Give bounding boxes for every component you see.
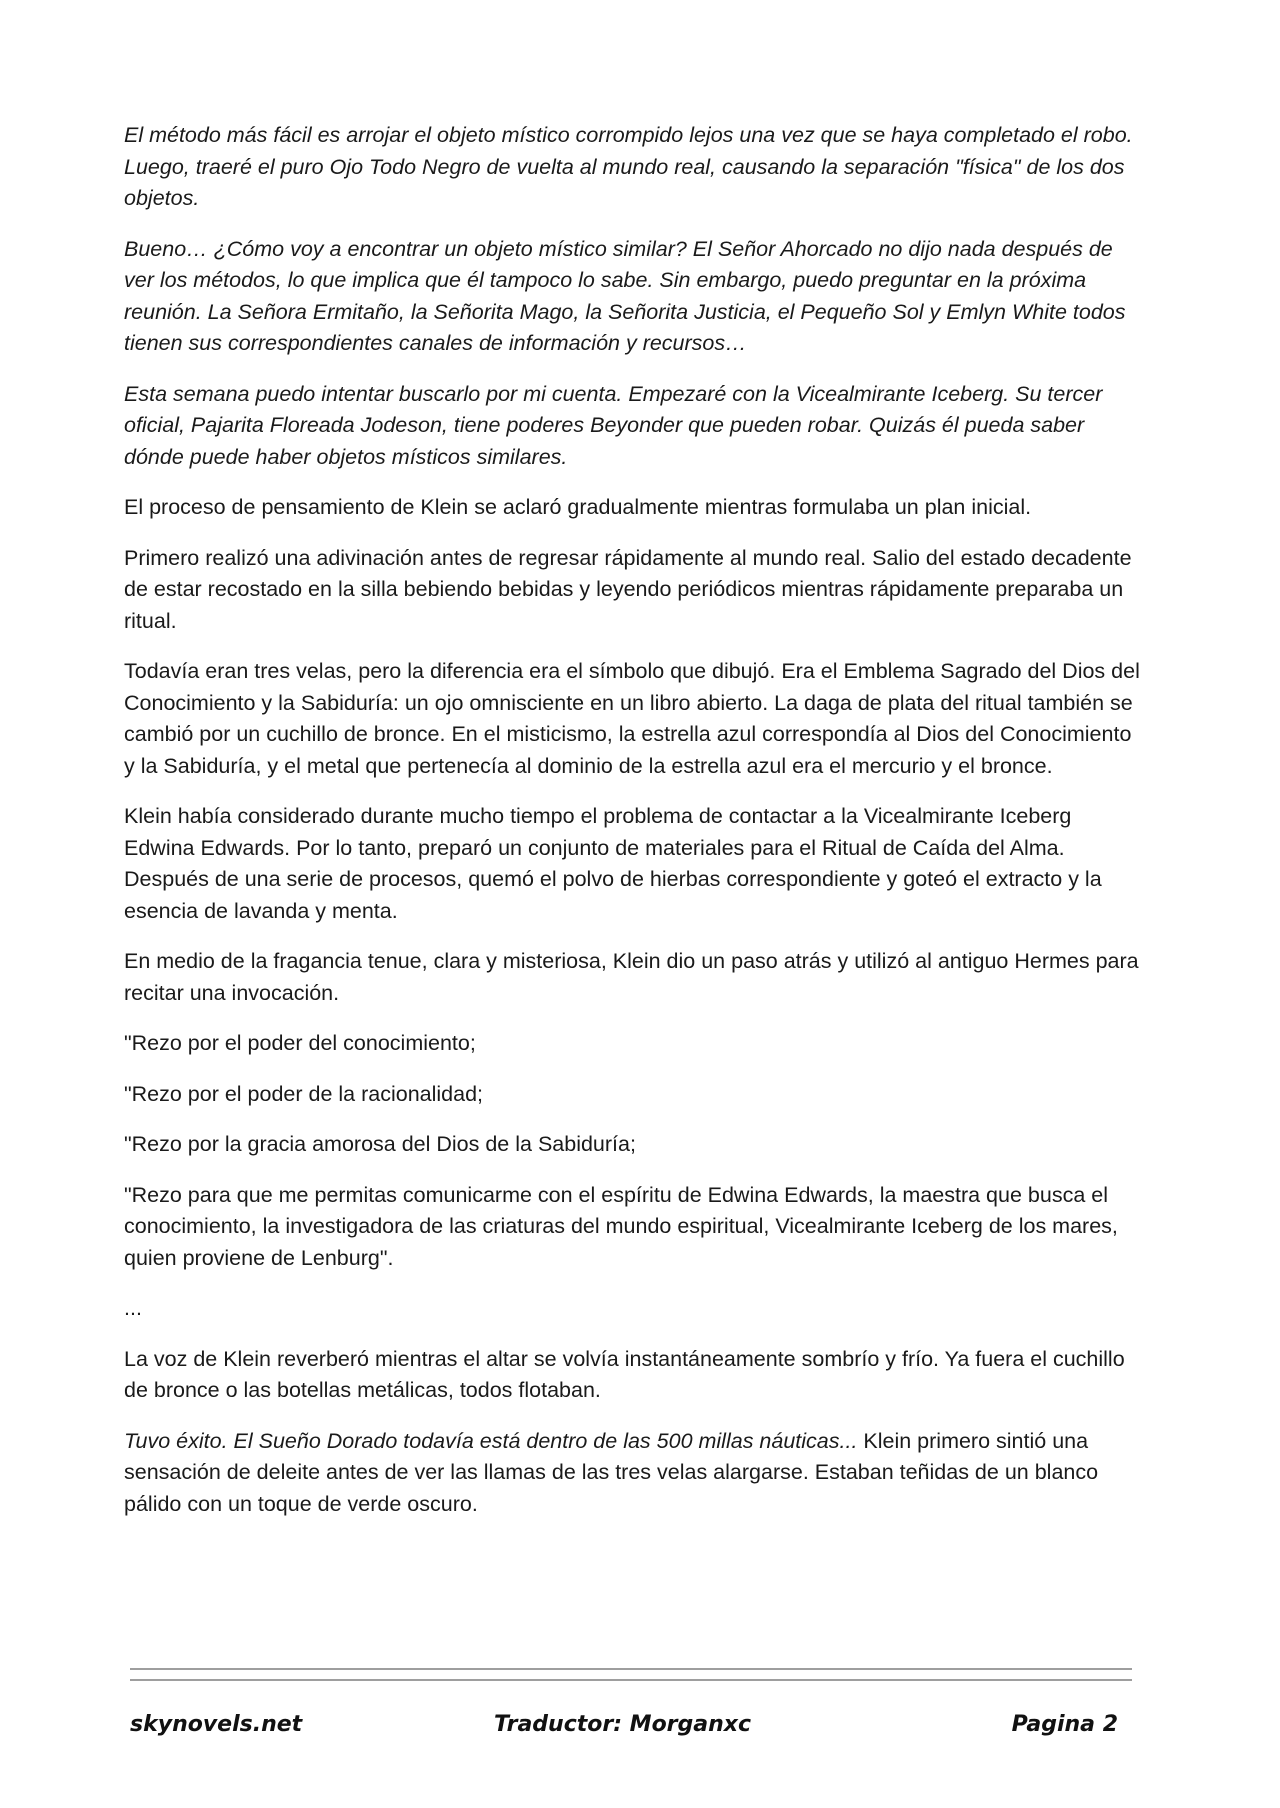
footer-translator: Traductor: Morganxc <box>494 1712 752 1737</box>
body-text: Klein había considerado durante mucho tiempo el problema de contactar a la Vicealmirante Iceberg Edwina Edwards. Por lo tanto, preparó un conjunto de materiales para el Ritual de Caída del Alma. Después de una serie de procesos, quemó el polvo de hierbas correspondiente y goteó el extracto y la esencia de lavanda y menta. <box>124 804 1102 923</box>
italic-text: El método más fácil es arrojar el objeto místico corrompido lejos una vez que se haya completado el robo. Luego, traeré el puro Ojo Todo Negro de vuelta al mundo real, causando la separación "física" de los dos objetos. <box>124 123 1133 210</box>
body-text: El proceso de pensamiento de Klein se aclaró gradualmente mientras formulaba un plan inicial. <box>124 495 1032 519</box>
paragraph-2 <box>124 234 1144 360</box>
paragraph-12 <box>124 1180 1144 1275</box>
paragraph-13 <box>124 1293 1144 1325</box>
divider-line-top <box>130 1668 1132 1670</box>
body-text: En medio de la fragancia tenue, clara y misteriosa, Klein dio un paso atrás y utilizó al antiguo Hermes para recitar una invocación. <box>124 949 1139 1005</box>
paragraph-8 <box>124 946 1144 1009</box>
body-text: Primero realizó una adivinación antes de regresar rápidamente al mundo real. Salio del estado decadente de estar recostado en la silla bebiendo bebidas y leyendo periódicos mientras rápidamente preparaba un ritual. <box>124 545 1132 633</box>
body-text: La voz de Klein reverberó mientras el altar se volvía instantáneamente sombrío y frío. Ya fuera el cuchillo de bronce o las botellas metálicas, todos flotaban. <box>124 1346 1125 1402</box>
italic-text: Tuvo éxito. El Sueño Dorado todavía está dentro de las 500 millas náuticas... <box>124 1428 858 1453</box>
paragraph-4 <box>124 492 1144 524</box>
paragraph-3 <box>124 379 1144 474</box>
paragraph-5 <box>124 543 1144 638</box>
paragraph-6 <box>124 656 1144 782</box>
divider-line-bottom <box>130 1679 1132 1681</box>
body-text: "Rezo por la gracia amorosa del Dios de la Sabiduría; <box>124 1132 636 1156</box>
paragraph-1 <box>124 120 1144 215</box>
italic-text: Bueno… ¿Cómo voy a encontrar un objeto místico similar? El Señor Ahorcado no dijo nada después de ver los métodos, lo que implica que él tampoco lo sabe. Sin embargo, puedo preguntar en la próxima reunión. La Señora Ermitaño, la Señorita Mago, la Señorita Justicia, el Pequeño Sol y Emlyn White todos tienen sus correspondientes canales de información y recursos… <box>124 236 1126 355</box>
paragraph-15 <box>124 1426 1144 1521</box>
paragraph-14 <box>124 1344 1144 1407</box>
document-body <box>124 120 1144 1539</box>
paragraph-7 <box>124 801 1144 927</box>
footer-site: skynovels.net <box>130 1712 303 1737</box>
paragraph-10 <box>124 1079 1144 1111</box>
footer-divider <box>130 1668 1132 1690</box>
paragraph-11 <box>124 1129 1144 1161</box>
body-text: ... <box>124 1296 142 1320</box>
body-text: "Rezo por el poder del conocimiento; <box>124 1031 476 1055</box>
body-text: Todavía eran tres velas, pero la diferencia era el símbolo que dibujó. Era el Emblema Sagrado del Dios del Conocimiento y la Sabiduría: un ojo omnisciente en un libro abierto. La daga de plata del ritual también se cambió por un cuchillo de bronce. En el misticismo, la estrella azul correspondía al Dios del Conocimiento y la Sabiduría, y el metal que pertenecía al dominio de la estrella azul era el mercurio y el bronce. <box>124 659 1140 778</box>
page-footer <box>130 1712 1130 1752</box>
body-text: Klein primero sintió una sensación de deleite antes de ver las llamas de las tres velas alargarse. Estaban teñidas de un blanco pálido con un toque de verde oscuro. <box>124 1428 1099 1516</box>
body-text: "Rezo por el poder de la racionalidad; <box>124 1081 484 1106</box>
paragraph-9 <box>124 1028 1144 1060</box>
footer-page-number: Pagina 2 <box>1011 1712 1118 1737</box>
body-text: "Rezo para que me permitas comunicarme con el espíritu de Edwina Edwards, la maestra que busca el conocimiento, la investigadora de las criaturas del mundo espiritual, Vicealmirante Iceberg de los mares, quien proviene de Lenburg". <box>124 1182 1118 1270</box>
italic-text: Esta semana puedo intentar buscarlo por mi cuenta. Empezaré con la Vicealmirante Iceberg. Su tercer oficial, Pajarita Floreada Jodeson, tiene poderes Beyonder que pueden robar. Quizás él pueda saber dónde puede haber objetos místicos similares. <box>124 381 1103 469</box>
